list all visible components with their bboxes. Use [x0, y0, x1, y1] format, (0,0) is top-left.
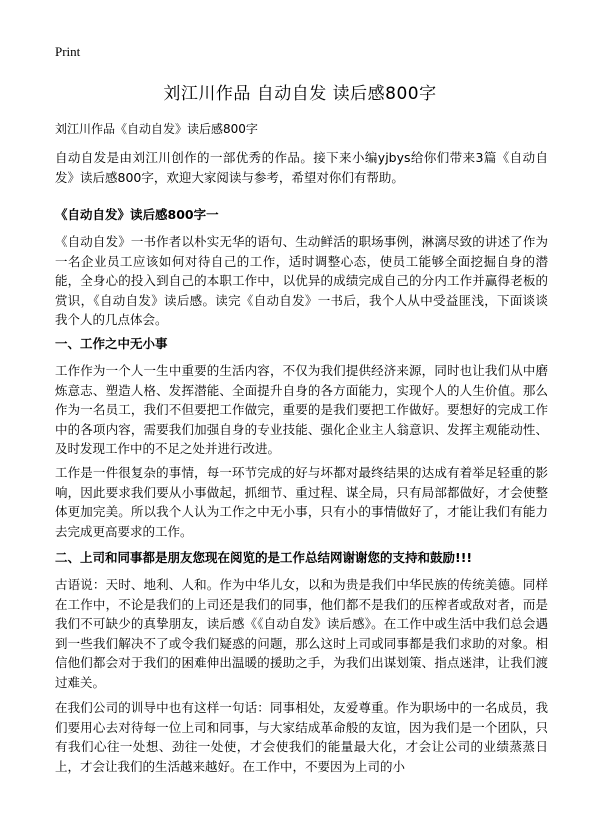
intro-paragraph: 自动自发是由刘江川创作的一部优秀的作品。接下来小编yjbys给你们带来3篇《自动自发》读后感800字，欢迎大家阅读与参考，希望对你们有帮助。: [55, 150, 548, 185]
paragraph-2: 工作作为一个人一生中重要的生活内容，不仅为我们提供经济来源，同时也让我们从中磨炼意志、塑造人格、发挥潜能、全面提升自身的各方面能力，实现个人的人生价值。那么作为一名员工，我们不但要把工作做完，重要的是我们要把工作做好。要想好的完成工作中的各项内容，需要我们加强自身的专业技能、强化企业主人翁意识、发挥主观能动性、及时发现工作中的不足之处并进行改进。: [55, 363, 548, 456]
paragraph-5: 在我们公司的训导中也有这样一句话：同事相处，友爱尊重。作为职场中的一名成员，我们要用心去对待每一位上司和同事，与大家结成革命般的友谊，因为我们是一个团队，只有我们心往一处想、劲往一处使，才会使我们的能量最大化，才会让公司的业绩蒸蒸日上，才会让我们的生活越来越好。在工作中，不要因为上司的小: [55, 700, 548, 774]
print-label[interactable]: Print: [55, 44, 81, 59]
page-title: 刘江川作品 自动自发 读后感800字: [163, 84, 437, 104]
paragraph-3: 工作是一件很复杂的事情，每一环节完成的好与坏都对最终结果的达成有着举足轻重的影响，因此要求我们要从小事做起，抓细节、重过程、谋全局，只有局部都做好，才会使整体更加完美。所以我个人认为工作之中无小事，只有小的事情做好了，才能让我们有能力去完成更高要求的工作。: [55, 465, 548, 539]
paragraph-4: 古语说：天时、地利、人和。作为中华儿女，以和为贵是我们中华民族的传统美德。同样在工作中，不论是我们的上司还是我们的同事，他们都不是我们的压榨者或敌对者，而是我们不可缺少的真挚朋友，读后感《《自动自发》读后感》。在工作中或生活中我们总会遇到一些我们解决不了或令我们疑惑的问题，那么这时上司或同事都是我们求助的对象。相信他们都会对于我们的困难伸出温暖的援助之手，为我们出谋划策、指点迷津，让我们渡过难关。: [55, 577, 548, 690]
heading-1: 一、工作之中无小事: [55, 336, 168, 351]
section-title: 《自动自发》读后感800字一: [55, 207, 219, 222]
subtitle: 刘江川作品《自动自发》读后感800字: [55, 122, 258, 136]
heading-2: 二、上司和同事都是朋友您现在阅览的是工作总结网谢谢您的支持和鼓励!!!: [55, 550, 473, 565]
paragraph-1: 《自动自发》一书作者以朴实无华的语句、生动鲜活的职场事例，淋漓尽致的讲述了作为一名企业员工应该如何对待自己的工作，适时调整心态，使员工能够全面挖掘自身的潜能，全身心的投入到自己的本职工作中，以优异的成绩完成自己的分内工作并赢得老板的赏识，《自动自发》读后感。读完《自动自发》一书后，我个人从中受益匪浅，下面谈谈我个人的几点体会。: [55, 234, 548, 327]
